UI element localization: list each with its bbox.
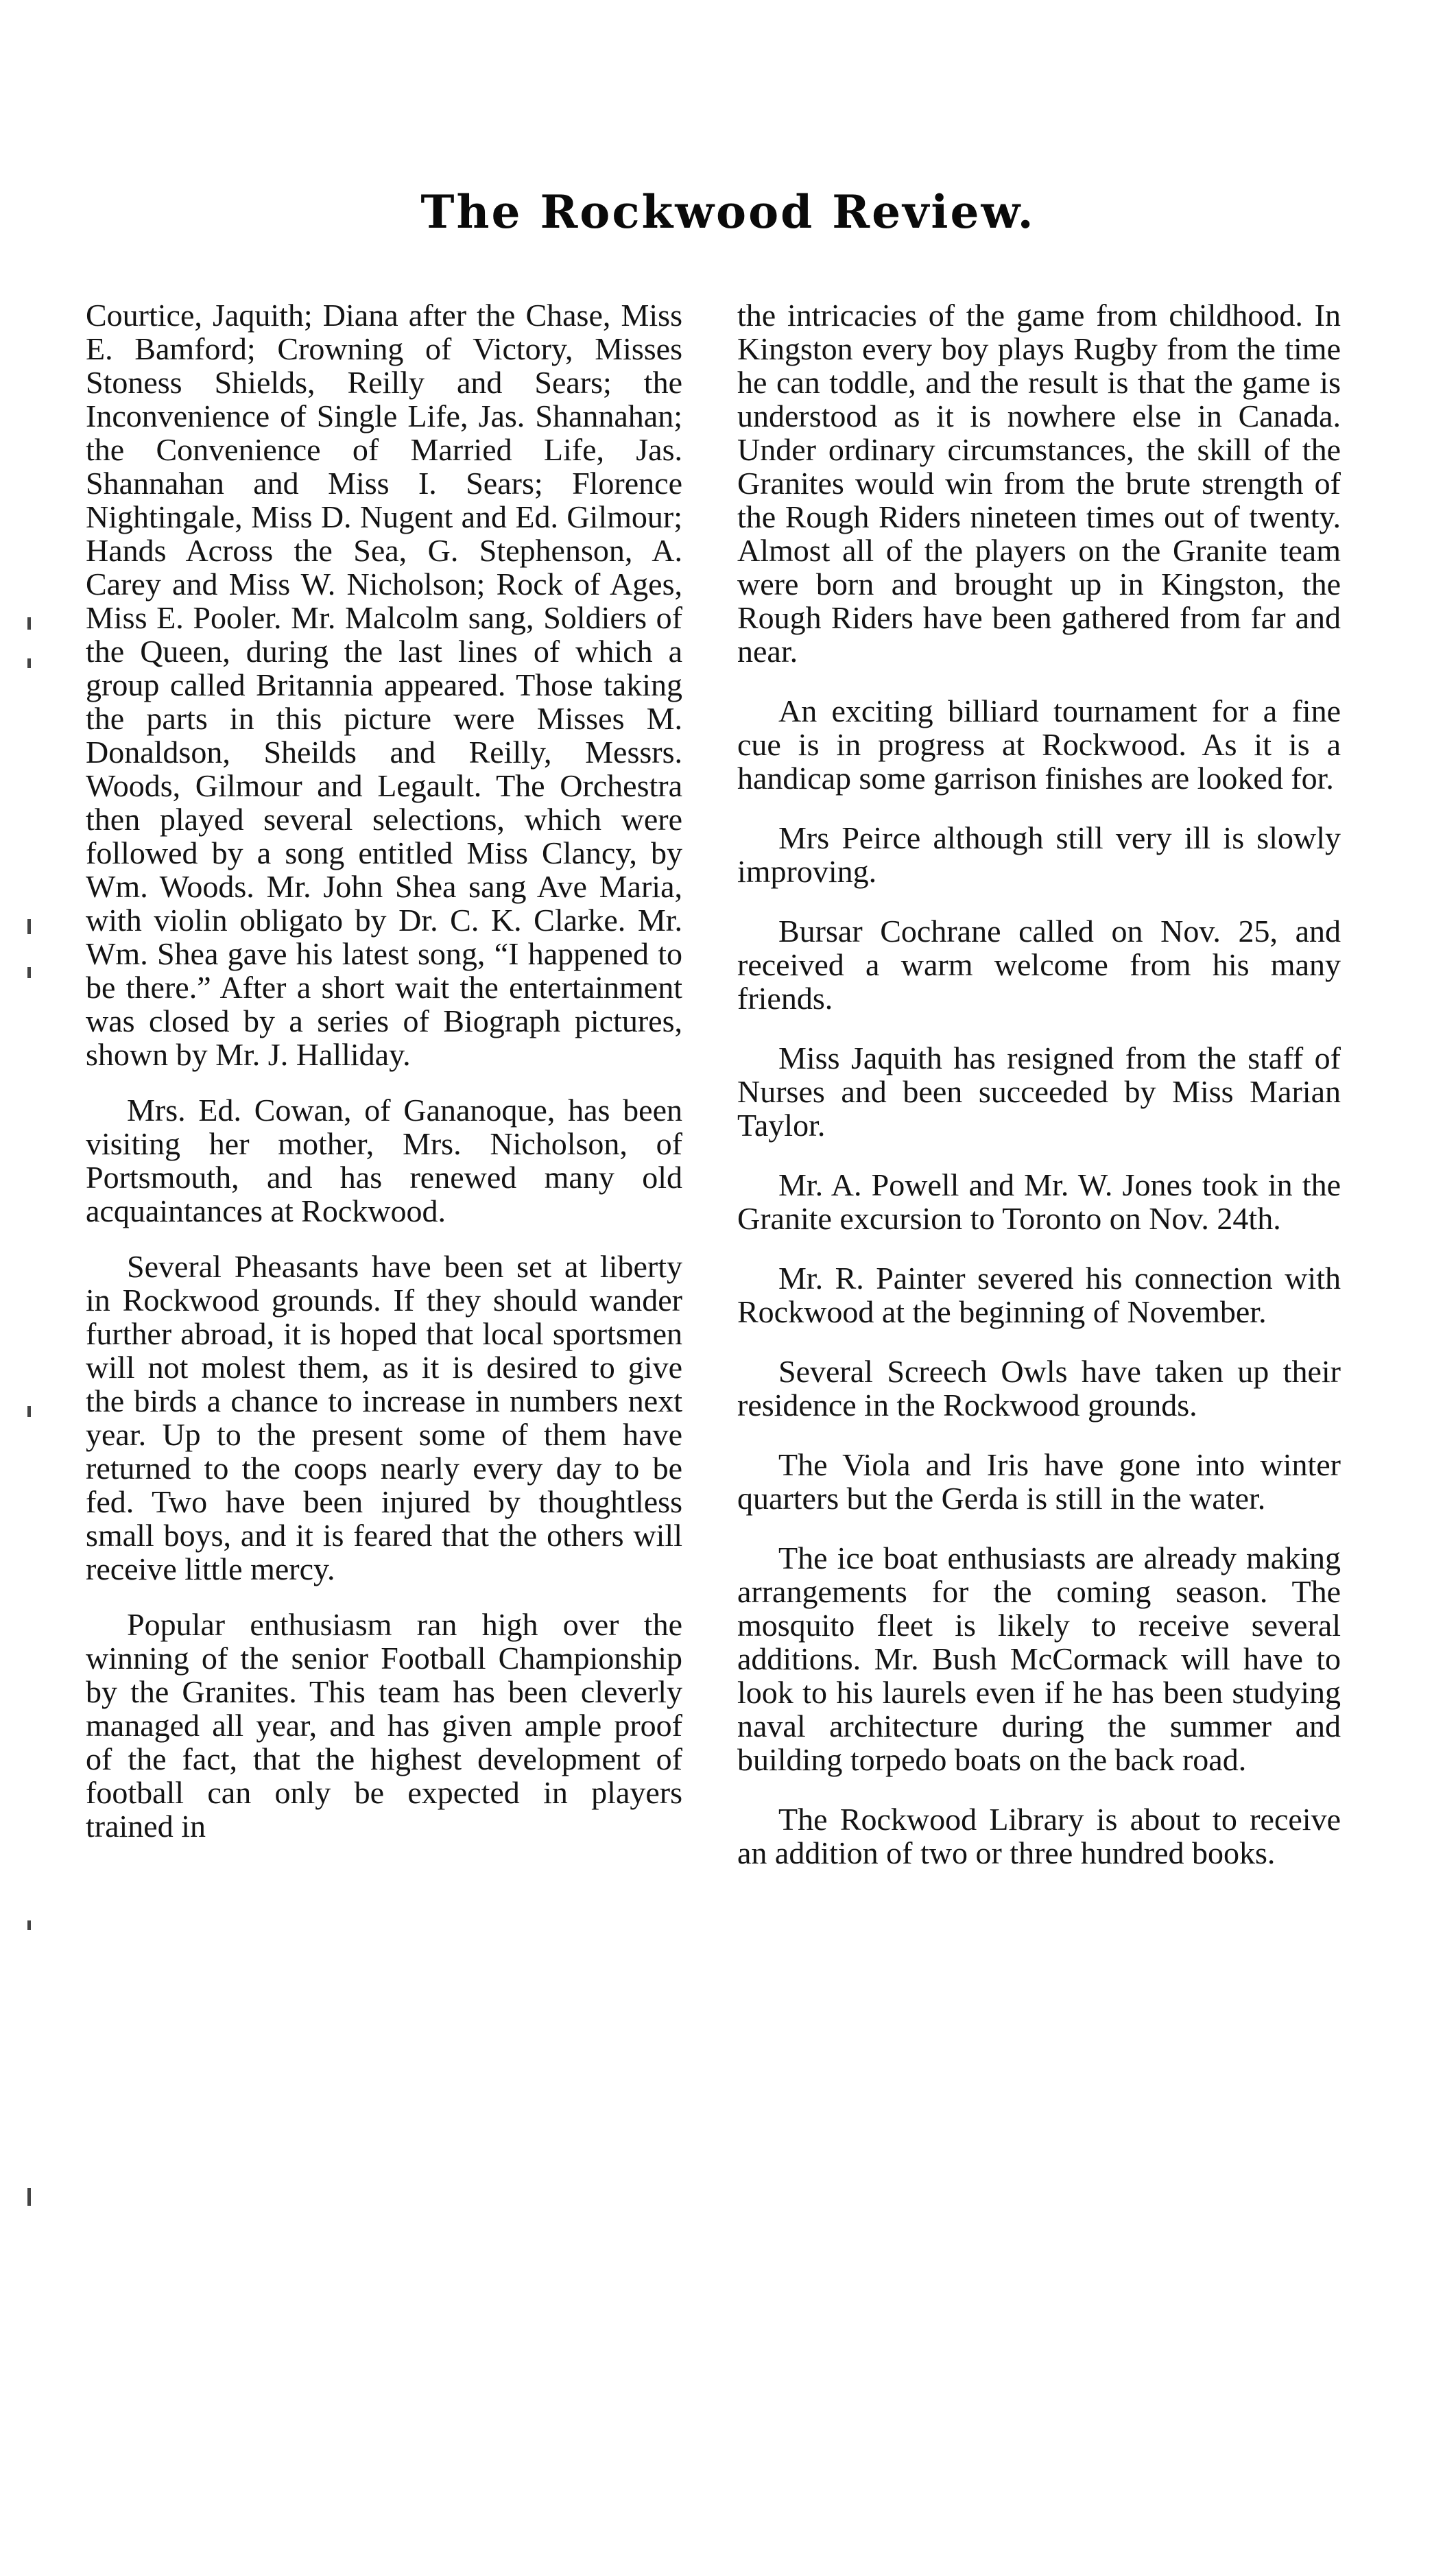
scan-mark (27, 2188, 31, 2206)
margin-scan-marks (21, 274, 48, 1989)
article-paragraph: Mr. A. Powell and Mr. W. Jones took in the Granite excursion to Toronto on Nov. 24th. (737, 1167, 1341, 1236)
article-paragraph: The Viola and Iris have gone into winter quarters but the Gerda is still in the water. (737, 1447, 1341, 1516)
article-paragraph: Popular enthusiasm ran high over the winning of the senior Football Championship by the Granites. This team has been cleverly managed all year, and has given ample proof of the fact, that the highest development of football can only be expected in players trained in (86, 1607, 682, 1844)
scan-mark (27, 658, 31, 668)
right-column (737, 298, 1341, 1896)
article-paragraph: Mrs. Ed. Cowan, of Gananoque, has been visiting her mother, Mrs. Nicholson, of Portsmouth, and has renewed many old acquaintances at Rockwood. (86, 1093, 682, 1228)
article-paragraph: Mr. R. Painter severed his connection with Rockwood at the beginning of November. (737, 1261, 1341, 1329)
scan-mark (27, 1920, 31, 1930)
article-paragraph: An exciting billiard tournament for a fine cue is in progress at Rockwood. As it is a handicap some garrison finishes are looked for. (737, 693, 1341, 796)
scan-mark (27, 1406, 31, 1417)
article-paragraph: Miss Jaquith has resigned from the staff of Nurses and been succeeded by Miss Marian Taylor. (737, 1040, 1341, 1143)
left-column (86, 298, 682, 1865)
scan-mark (27, 919, 31, 934)
scan-mark (27, 617, 31, 630)
article-paragraph: Several Pheasants have been set at liberty in Rockwood grounds. If they should wander further abroad, it is hoped that local sportsmen will not molest them, as it is desired to give the birds a chance to increase in numbers next year. Up to the present some of them have returned to the coops nearly every day to be fed. Two have been injured by thoughtless small boys, and it is feared that the others will receive little mercy. (86, 1249, 682, 1586)
article-paragraph: the intricacies of the game from childhood. In Kingston every boy plays Rugby from the time he can toddle, and the result is that the game is understood as it is nowhere else in Canada. Under ordinary circumstances, the skill of the Granites would win from the brute strength of the Rough Riders nineteen times out of twenty. Almost all of the players on the Granite team were born and brought up in Kingston, the Rough Riders have been gathered from far and near. (737, 298, 1341, 669)
article-paragraph: Mrs Peirce although still very ill is slowly improving. (737, 820, 1341, 889)
article-paragraph: The Rockwood Library is about to receive an addition of two or three hundred books. (737, 1802, 1341, 1870)
article-paragraph: Bursar Cochrane called on Nov. 25, and received a warm welcome from his many friends. (737, 914, 1341, 1016)
article-paragraph: The ice boat enthusiasts are already making arrangements for the coming season. The mosquito fleet is likely to receive several additions. Mr. Bush McCormack will have to look to his laurels even if he has been studying naval architecture during the summer and building torpedo boats on the back road. (737, 1540, 1341, 1777)
scan-mark (27, 967, 31, 978)
article-paragraph: Courtice, Jaquith; Diana after the Chase, Miss E. Bamford; Crowning of Victory, Misses Stoness Shields, Reilly and Sears; the Inconvenience of Single Life, Jas. Shannahan; the Convenience of Married Life, Jas. Shannahan and Miss I. Sears; Florence Nightingale, Miss D. Nugent and Ed. Gilmour; Hands Across the Sea, G. Stephenson, A. Carey and Miss W. Nicholson; Rock of Ages, Miss E. Pooler. Mr. Malcolm sang, Soldiers of the Queen, during the last lines of which a group called Britannia appeared. Those taking the parts in this picture were Misses M. Donaldson, Sheilds and Reilly, Messrs. Woods, Gilmour and Legault. The Orchestra then played several selections, which were followed by a song entitled Miss Clancy, by Wm. Woods. Mr. John Shea sang Ave Maria, with violin obligato by Dr. C. K. Clarke. Mr. Wm. Shea gave his latest song, “I happened to be there.” After a short wait the entertainment was closed by a series of Biograph pictures, shown by Mr. J. Halliday. (86, 298, 682, 1072)
page-title: The Rockwood Review. (420, 185, 1036, 239)
article-paragraph: Several Screech Owls have taken up their residence in the Rockwood grounds. (737, 1354, 1341, 1423)
